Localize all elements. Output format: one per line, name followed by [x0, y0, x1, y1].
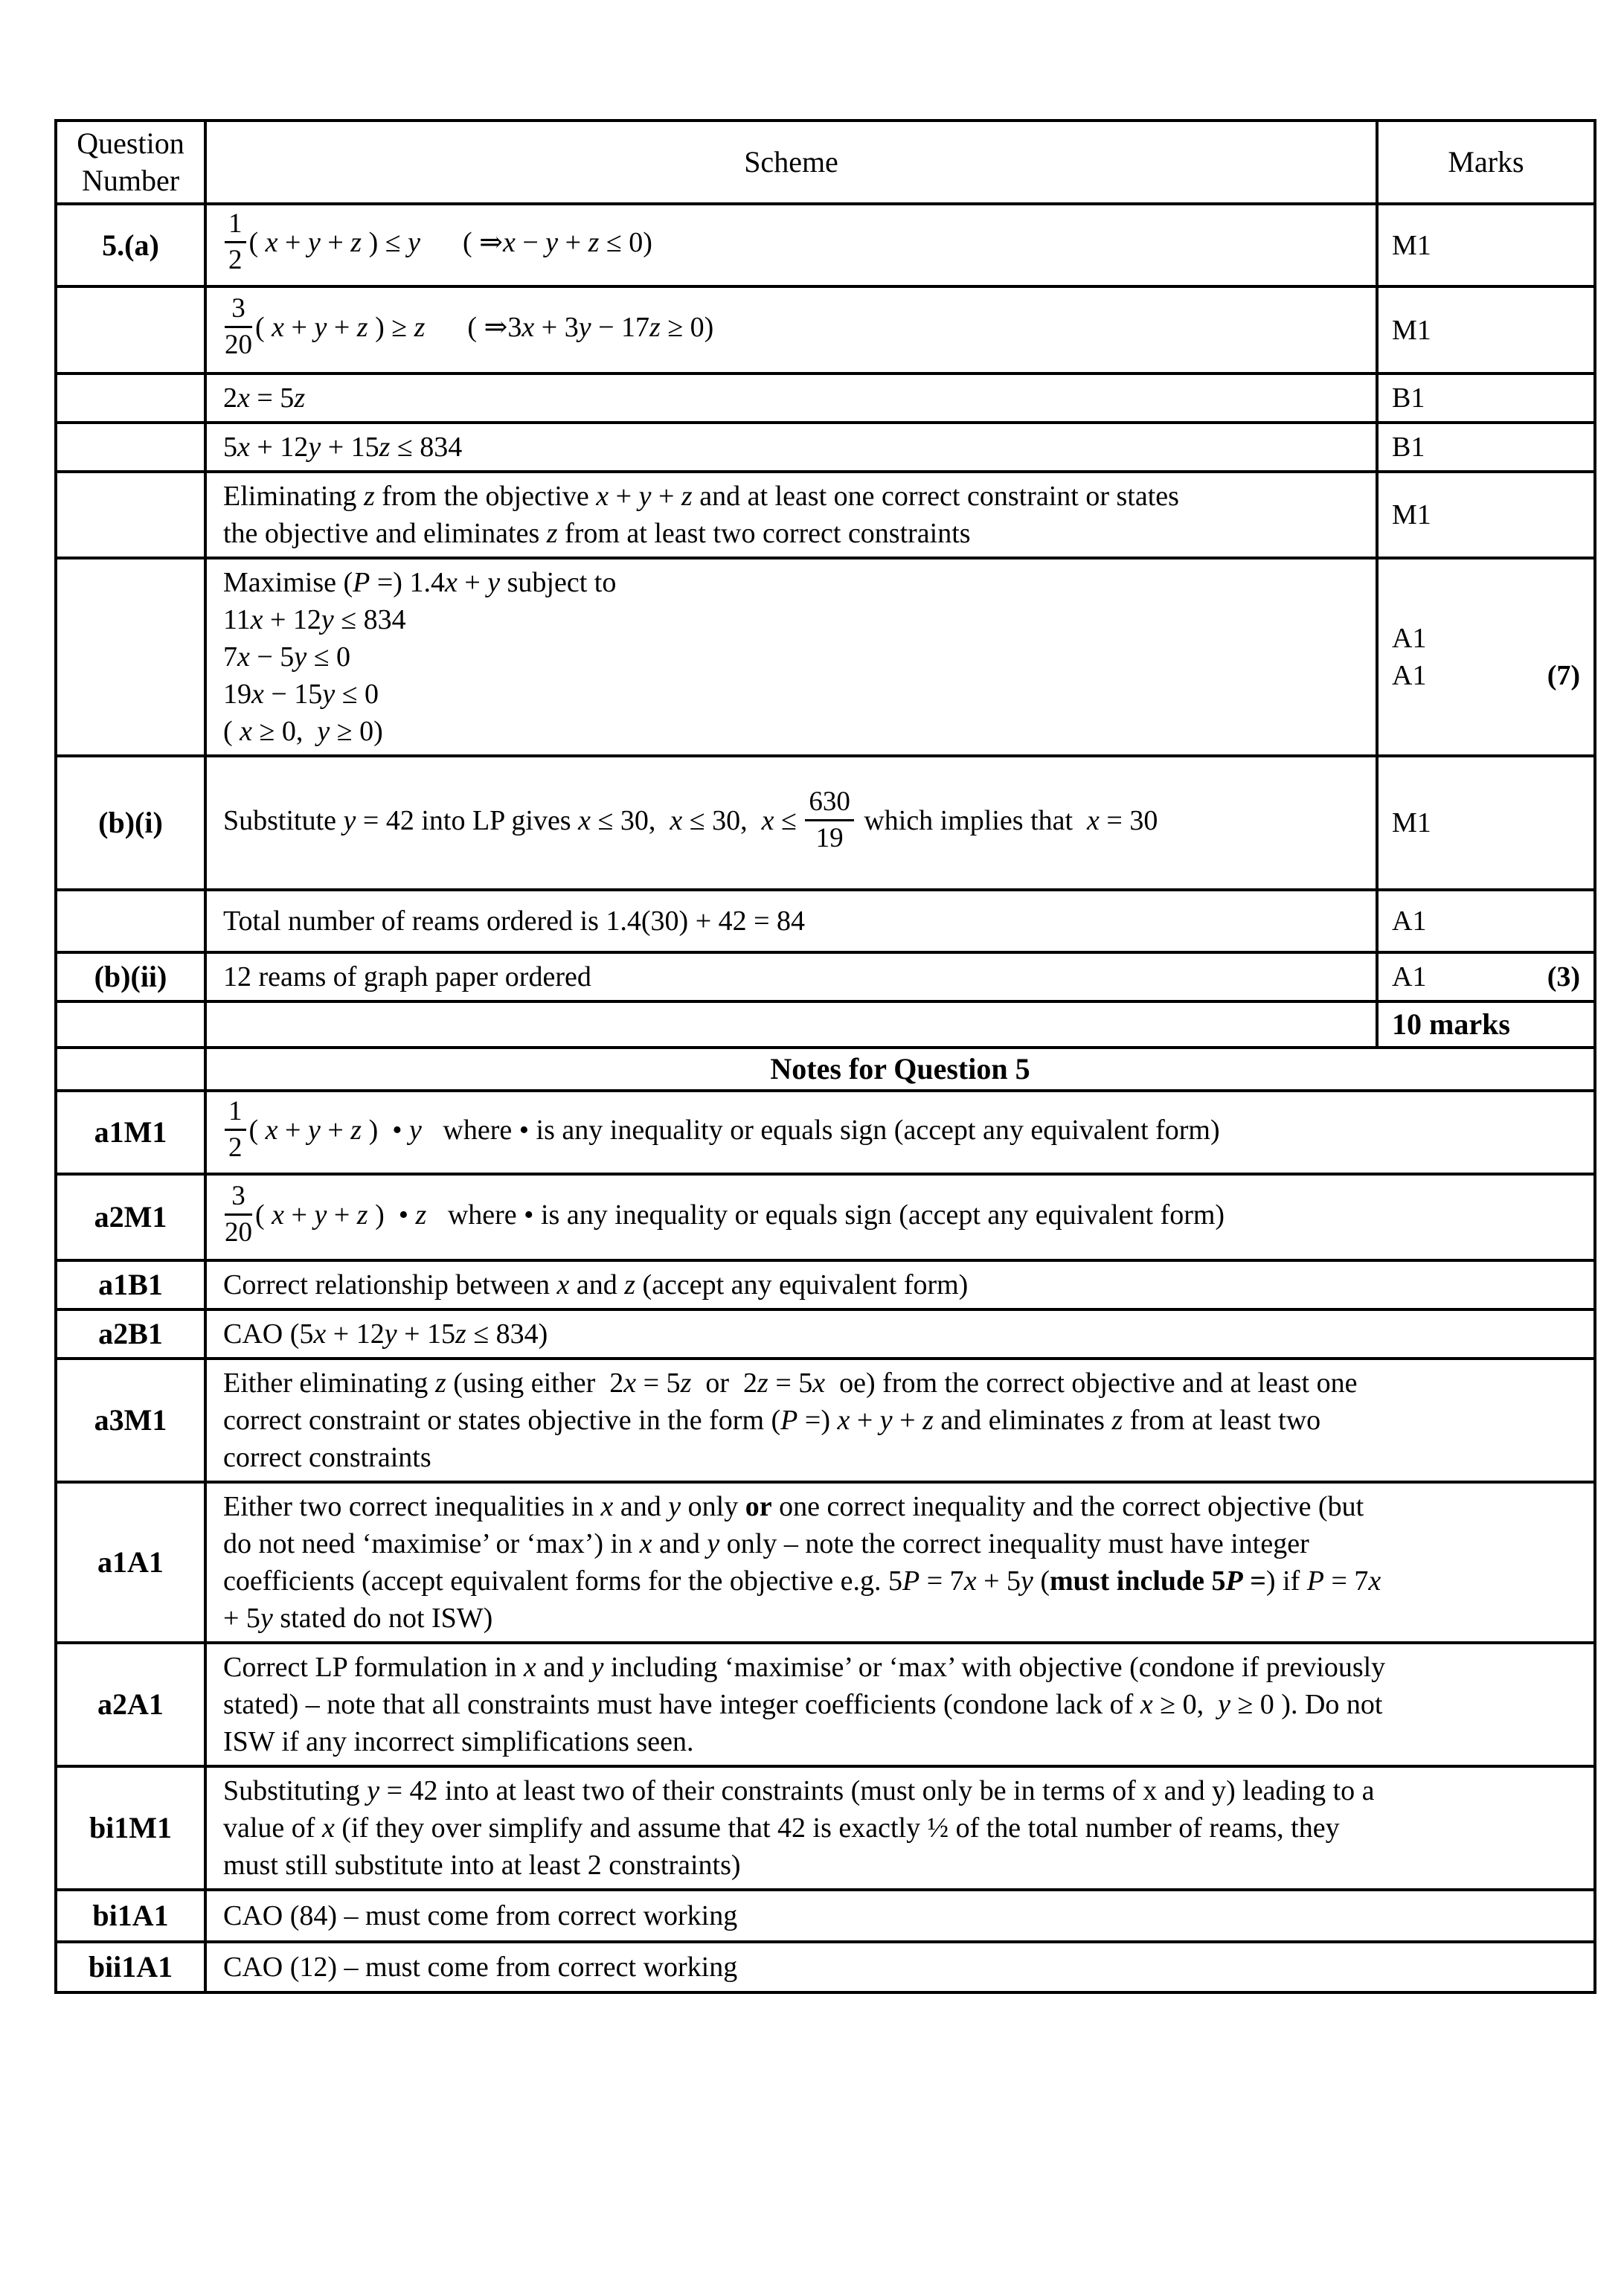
- marks-cell: [1377, 472, 1595, 558]
- note-label-cell: bi1A1: [56, 1890, 205, 1942]
- question-number-cell: [56, 1048, 205, 1091]
- marks-header: Marks: [1377, 121, 1595, 204]
- scheme-cell: [205, 204, 1377, 286]
- scheme-row: [56, 423, 1595, 472]
- note-row: [56, 1643, 1595, 1766]
- note-line: + 5y stated do not ISW): [223, 1603, 493, 1634]
- marks-line: [1392, 496, 1580, 533]
- scheme-line: ( x ≥ 0, y ≥ 0): [223, 716, 383, 747]
- mark-code: M1: [1392, 807, 1431, 838]
- mark-code: A1: [1392, 961, 1427, 993]
- scheme-cell: [205, 286, 1377, 373]
- scheme-row: [56, 756, 1595, 890]
- header-row: [56, 121, 1595, 204]
- note-row: [56, 1091, 1595, 1174]
- fraction: $\frac{1}{2}$: [225, 1097, 246, 1161]
- question-number-cell: [56, 1001, 205, 1048]
- mark-code: M1: [1392, 314, 1431, 346]
- note-row: [56, 1174, 1595, 1260]
- scheme-line: the objective and eliminates z from at least two correct constraints: [223, 518, 971, 549]
- scheme-cell: [205, 423, 1377, 472]
- note-label-cell: a1M1: [56, 1091, 205, 1174]
- marks-cell: [1377, 890, 1595, 952]
- note-text-cell: [205, 1766, 1595, 1890]
- question-number-cell: [56, 423, 205, 472]
- question-number-cell: [56, 890, 205, 952]
- mark-code: M1: [1392, 229, 1431, 261]
- scheme-line: Eliminating z from the objective x + y + z and at least one correct constraint or states: [223, 481, 1179, 512]
- note-text-cell: [205, 1174, 1595, 1260]
- note-row: [56, 1359, 1595, 1482]
- note-label-cell: a2A1: [56, 1643, 205, 1766]
- question-number-cell: (b)(i): [56, 756, 205, 890]
- marks-cell: [1377, 204, 1595, 286]
- note-text-cell: [205, 1359, 1595, 1482]
- note-line: Correct LP formulation in x and y including ‘maximise’ or ‘max’ with objective (condone if previously: [223, 1652, 1386, 1683]
- note-label-cell: bi1M1: [56, 1766, 205, 1890]
- note-line: Either two correct inequalities in x and y only or one correct inequality and the correct objective (but: [223, 1491, 1364, 1522]
- question-number-cell: (b)(ii): [56, 952, 205, 1001]
- scheme-row: [56, 558, 1595, 756]
- notes-title-row: [56, 1048, 1595, 1091]
- scheme-line: Maximise (P =) 1.4x + y subject to: [223, 567, 617, 598]
- question-number-cell: [56, 472, 205, 558]
- marks-cell: [1377, 373, 1595, 423]
- note-line: ISW if any incorrect simplifications seen.: [223, 1726, 694, 1757]
- scheme-line: $\frac{1}{2}$ ( x + y + z ) ≤ y ( ⇒x − y + z ≤ 0): [223, 213, 1368, 277]
- note-text-cell: [205, 1643, 1595, 1766]
- scheme-cell: [205, 756, 1377, 890]
- note-text-cell: [205, 1260, 1595, 1309]
- note-text-cell: [205, 1309, 1595, 1359]
- note-row: [56, 1890, 1595, 1942]
- marks-cell: [1377, 1001, 1595, 1048]
- question-number-cell: [56, 558, 205, 756]
- note-line: CAO (12) – must come from correct working: [223, 1952, 738, 1983]
- scheme-line: 12 reams of graph paper ordered: [223, 961, 591, 993]
- scheme-row: [56, 472, 1595, 558]
- question-number-cell: [56, 373, 205, 423]
- note-line: coefficients (accept equivalent forms for the objective e.g. 5P = 7x + 5y (must include 5P =) if P = 7x: [223, 1565, 1381, 1597]
- marks-line: [1392, 227, 1580, 264]
- note-label-cell: a2M1: [56, 1174, 205, 1260]
- note-line: $\frac{3}{20}$ ( x + y + z ) • z where • is any inequality or equals sign (accept any equivalent form): [225, 1180, 1225, 1248]
- marks-line: [1392, 429, 1580, 466]
- mark-code: B1: [1392, 432, 1425, 463]
- note-line: CAO (84) – must come from correct working: [223, 1900, 738, 1931]
- note-line: correct constraints: [223, 1442, 431, 1473]
- note-line: must still substitute into at least 2 constraints): [223, 1850, 741, 1881]
- scheme-line: Total number of reams ordered is 1.4(30) + 42 = 84: [223, 905, 806, 937]
- notes-title: Notes for Question 5: [205, 1048, 1595, 1091]
- mark-code: A1: [1392, 623, 1427, 654]
- note-text-cell: [205, 1890, 1595, 1942]
- marks-line: [1392, 657, 1580, 694]
- marks-line: [1392, 958, 1580, 995]
- scheme-row: [56, 1001, 1595, 1048]
- note-line: Correct relationship between x and z (accept any equivalent form): [223, 1269, 969, 1301]
- marks-cell: [1377, 558, 1595, 756]
- marks-cell: [1377, 286, 1595, 373]
- note-line: Substituting y = 42 into at least two of their constraints (must only be in terms of x and y) leading to a: [223, 1775, 1375, 1806]
- scheme-row: [56, 890, 1595, 952]
- scheme-cell: [205, 890, 1377, 952]
- scheme-cell: [205, 558, 1377, 756]
- note-label-cell: bii1A1: [56, 1942, 205, 1992]
- scheme-line: 19x − 15y ≤ 0: [223, 679, 379, 710]
- marks-line: [1392, 379, 1580, 417]
- note-row: [56, 1309, 1595, 1359]
- note-line: correct constraint or states objective in the form (P =) x + y + z and eliminates z from at least two: [223, 1405, 1321, 1436]
- marks-line: [1392, 312, 1580, 349]
- scheme-cell: [205, 472, 1377, 558]
- fraction: $\frac{3}{20}$: [225, 293, 252, 360]
- note-line: value of x (if they over simplify and assume that 42 is exactly ½ of the total number of reams, they: [223, 1812, 1340, 1844]
- scheme-line: 2x = 5z: [223, 382, 306, 414]
- marks-cell: [1377, 756, 1595, 890]
- note-label-cell: a1A1: [56, 1482, 205, 1643]
- note-label-cell: a3M1: [56, 1359, 205, 1482]
- scheme-line: 5x + 12y + 15z ≤ 834: [223, 432, 463, 463]
- marks-line: [1392, 902, 1580, 940]
- scheme-row: [56, 952, 1595, 1001]
- mark-count: (7): [1547, 660, 1580, 691]
- mark-count: (3): [1547, 961, 1580, 993]
- scheme-row: [56, 373, 1595, 423]
- note-row: [56, 1260, 1595, 1309]
- mark-code: M1: [1392, 499, 1431, 530]
- mark-scheme-table: [54, 119, 1596, 1994]
- note-line: CAO (5x + 12y + 15z ≤ 834): [223, 1318, 548, 1350]
- mark-code: A1: [1392, 660, 1427, 691]
- scheme-line: $\frac{3}{20}$ ( x + y + z ) ≥ z ( ⇒3x + 3y − 17z ≥ 0): [225, 293, 714, 360]
- note-row: [56, 1482, 1595, 1643]
- scheme-row: [56, 286, 1595, 373]
- marks-cell: [1377, 423, 1595, 472]
- note-row: [56, 1766, 1595, 1890]
- mark-code: A1: [1392, 905, 1427, 937]
- fraction: $\frac{630}{19}$: [805, 788, 854, 852]
- marks-line: [1392, 804, 1580, 841]
- note-line: Either eliminating z (using either 2x = 5z or 2z = 5x oe) from the correct objective and at least one: [223, 1367, 1358, 1399]
- note-line: stated) – note that all constraints must have integer coefficients (condone lack of x ≥ 0, y ≥ 0 ). Do not: [223, 1689, 1383, 1720]
- scheme-header: Scheme: [205, 121, 1377, 204]
- question-number-cell: 5.(a): [56, 204, 205, 286]
- mark-code: B1: [1392, 382, 1425, 414]
- scheme-cell: [205, 952, 1377, 1001]
- question-number-cell: [56, 286, 205, 373]
- note-label-cell: a2B1: [56, 1309, 205, 1359]
- marks-cell: [1377, 952, 1595, 1001]
- fraction: $\frac{3}{20}$: [225, 1180, 252, 1248]
- note-text-cell: [205, 1091, 1595, 1174]
- scheme-cell: [205, 373, 1377, 423]
- scheme-cell: [205, 1001, 1377, 1048]
- question-number-header: Question Number: [56, 121, 205, 204]
- scheme-line: 11x + 12y ≤ 834: [223, 604, 406, 635]
- note-text-cell: [205, 1482, 1595, 1643]
- scheme-row: [56, 204, 1595, 286]
- total-marks: 10 marks: [1392, 1007, 1510, 1041]
- marks-line: [1392, 1006, 1580, 1043]
- note-text-cell: [205, 1942, 1595, 1992]
- fraction: $\frac{1}{2}$: [225, 210, 246, 274]
- note-line: $\frac{1}{2}$ ( x + y + z ) • y where • is any inequality or equals sign (accept any equivalent form): [223, 1100, 1588, 1164]
- scheme-line: 7x − 5y ≤ 0: [223, 641, 351, 673]
- note-label-cell: a1B1: [56, 1260, 205, 1309]
- marks-line: [1392, 620, 1580, 657]
- note-line: do not need ‘maximise’ or ‘max’) in x and y only – note the correct inequality must have integer: [223, 1528, 1309, 1559]
- note-row: [56, 1942, 1595, 1992]
- scheme-line: Substitute y = 42 into LP gives x ≤ 30, x ≤ 30, x ≤ $\frac{630}{19}$ which implies that x = 30: [223, 786, 1158, 853]
